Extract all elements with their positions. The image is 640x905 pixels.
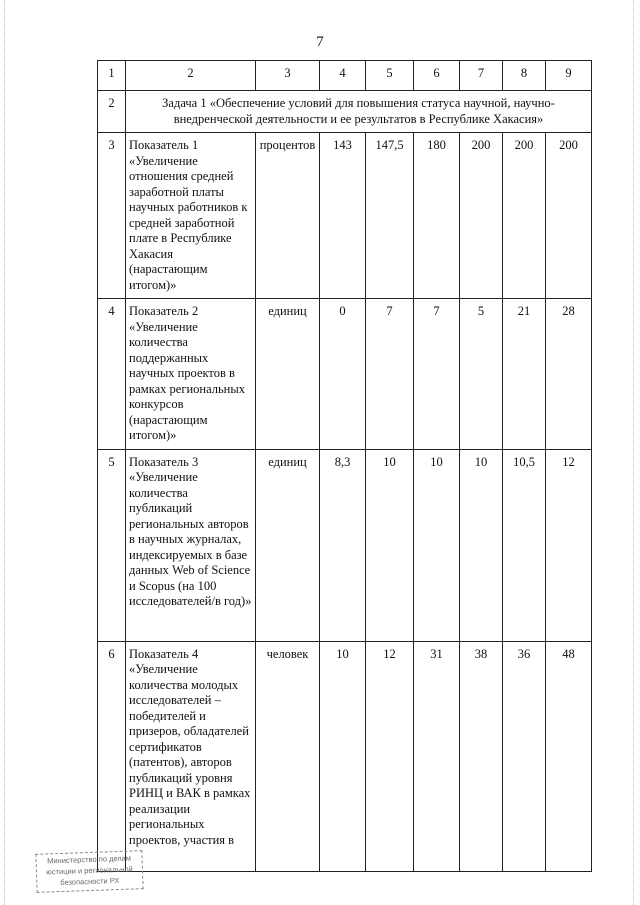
value-col-4: 143 — [320, 133, 366, 299]
stamp-line-1: Министерство по делам — [47, 853, 132, 866]
page-number: 7 — [316, 34, 324, 50]
task-text: Задача 1 «Обеспечение условий для повышения статуса научной, научно-внедренческой деятельности и ее результатов в Республике Хакасия» — [126, 91, 592, 133]
value-col-6: 31 — [414, 641, 460, 871]
value-col-4: 0 — [320, 299, 366, 450]
unit-cell: процентов — [256, 133, 320, 299]
value-col-9: 200 — [546, 133, 592, 299]
value-col-4: 8,3 — [320, 449, 366, 641]
header-cell-2: 2 — [126, 61, 256, 91]
value-col-4: 10 — [320, 641, 366, 871]
row-number: 6 — [98, 641, 126, 871]
header-cell-1: 1 — [98, 61, 126, 91]
value-col-8: 10,5 — [503, 449, 546, 641]
value-col-5: 12 — [366, 641, 414, 871]
indicators-table — [97, 60, 592, 872]
value-col-5: 7 — [366, 299, 414, 450]
header-cell-5: 5 — [366, 61, 414, 91]
value-col-8: 200 — [503, 133, 546, 299]
value-col-9: 12 — [546, 449, 592, 641]
value-col-8: 21 — [503, 299, 546, 450]
table-row — [98, 641, 592, 871]
left-edge-dots — [4, 0, 6, 905]
value-col-7: 5 — [460, 299, 503, 450]
table-row — [98, 299, 592, 450]
value-col-7: 10 — [460, 449, 503, 641]
task-row — [98, 91, 592, 133]
indicator-name: Показатель 2 «Увеличение количества поддержанных научных проектов в рамках региональных конкурсов (нарастающим итогом)» — [126, 299, 256, 450]
header-cell-9: 9 — [546, 61, 592, 91]
unit-cell: человек — [256, 641, 320, 871]
value-col-5: 10 — [366, 449, 414, 641]
stamp-line-3: безопасности РХ — [60, 875, 120, 888]
row-number: 3 — [98, 133, 126, 299]
value-col-9: 48 — [546, 641, 592, 871]
header-cell-3: 3 — [256, 61, 320, 91]
row-number: 4 — [98, 299, 126, 450]
value-col-9: 28 — [546, 299, 592, 450]
table-row — [98, 449, 592, 641]
value-col-5: 147,5 — [366, 133, 414, 299]
header-cell-4: 4 — [320, 61, 366, 91]
registration-stamp — [35, 850, 143, 893]
value-col-8: 36 — [503, 641, 546, 871]
row-number: 5 — [98, 449, 126, 641]
indicator-name: Показатель 4 «Увеличение количества молодых исследователей – победителей и призеров, обладателей сертификатов (патентов), авторов публикаций уровня РИНЦ и ВАК в рамках реализации региональных проектов, участия в — [126, 641, 256, 871]
indicator-name: Показатель 1 «Увеличение отношения средней заработной платы научных работников к средней заработной плате в Республике Хакасия (нарастающим итогом)» — [126, 133, 256, 299]
header-cell-7: 7 — [460, 61, 503, 91]
value-col-7: 200 — [460, 133, 503, 299]
value-col-6: 180 — [414, 133, 460, 299]
right-edge-dots — [633, 0, 635, 905]
unit-cell: единиц — [256, 299, 320, 450]
header-row — [98, 61, 592, 91]
value-col-6: 7 — [414, 299, 460, 450]
header-cell-6: 6 — [414, 61, 460, 91]
indicator-name: Показатель 3 «Увеличение количества публикаций региональных авторов в научных журналах, индексируемых в базе данных Web of Science и Scopus (на 100 исследователей/в год)» — [126, 449, 256, 641]
value-col-7: 38 — [460, 641, 503, 871]
task-row-number: 2 — [98, 91, 126, 133]
value-col-6: 10 — [414, 449, 460, 641]
header-cell-8: 8 — [503, 61, 546, 91]
table-row — [98, 133, 592, 299]
stamp-line-2: юстиции и региональной — [46, 864, 133, 877]
unit-cell: единиц — [256, 449, 320, 641]
